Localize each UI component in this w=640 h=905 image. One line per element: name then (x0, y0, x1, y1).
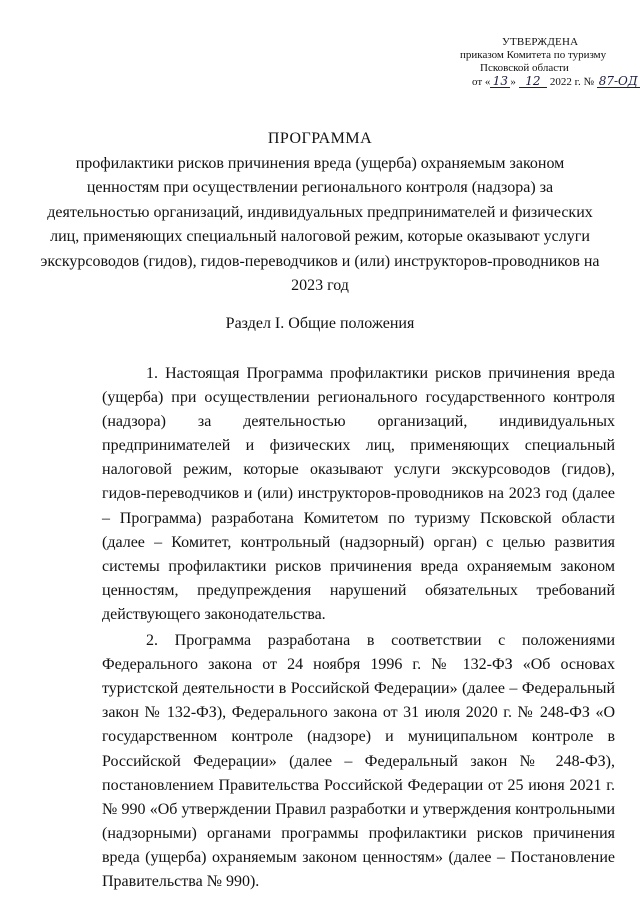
title-heading: ПРОГРАММА (267, 130, 373, 147)
section-heading: Раздел I. Общие положения (225, 315, 415, 332)
document-title (40, 130, 600, 298)
approval-block (440, 36, 638, 89)
approval-date-line (440, 74, 638, 89)
paragraph-1: 1. Настоящая Программа профилактики рисков причинения вреда (ущерба) при осуществлении регионального государственного контроля (надзора) за деятельностью организаций, индивидуальных предпринимателей и физических лиц, применяющих специальный налоговой режим, которые оказывают услуги экскурсоводов (гидов), гидов-переводчиков и (или) инструкторов-проводников на 2023 год (далее – Программа) разработана Комитетом по туризму Псковской области (далее – Комитет, контрольный (надзорный) орган) с целью развития системы профилактики рисков причинения вреда охраняемым законом ценностям, предупреждения нарушений обязательных требований действующего законодательства. (102, 365, 615, 623)
approval-issuer: приказом Комитета по туризму (460, 49, 607, 61)
approval-title: УТВЕРЖДЕНА (502, 36, 579, 48)
date-year: 2022 г. № (549, 76, 594, 88)
handwritten-day: 13 (490, 75, 510, 88)
title-subtitle: профилактики рисков причинения вреда (ущерба) охраняемым законом ценностям при осуществлении регионального контроля (надзора) за деятельностью организаций, индивидуальных предпринимателей и физических лиц, применяющих специальный налоговой режим, которые оказывают услуги экскурсоводов (гидов), гидов-переводчиков и (или) инструкторов-проводников на 2023 год (40, 155, 600, 295)
handwritten-month: 12 (519, 75, 547, 88)
document-body (102, 362, 615, 894)
paragraph-2: 2. Программа разработана в соответствии с положениями Федерального закона от 24 ноября 1996 г. № 132-ФЗ «Об основах туристской деятельности в Российской Федерации» (далее – Федеральный закон № 132-ФЗ), Федерального закона от 31 июля 2020 г. № 248-ФЗ «О государственном контроле (надзоре) и муниципальном контроле в Российской Федерации» (далее – Федеральный закон № 248-ФЗ), постановлением Правительства Российской Федерации от 25 июня 2021 г. № 990 «Об утверждении Правил разработки и утверждения контрольными (надзорными) органами программы профилактики рисков причинения вреда (ущерба) охраняемым законом ценностям» (далее – Постановление Правительства № 990). (102, 632, 615, 890)
handwritten-number: 87-ОД (598, 74, 638, 88)
date-prefix: от « (472, 76, 491, 88)
approval-region: Псковской области (480, 62, 569, 74)
date-mid: » (510, 76, 516, 88)
